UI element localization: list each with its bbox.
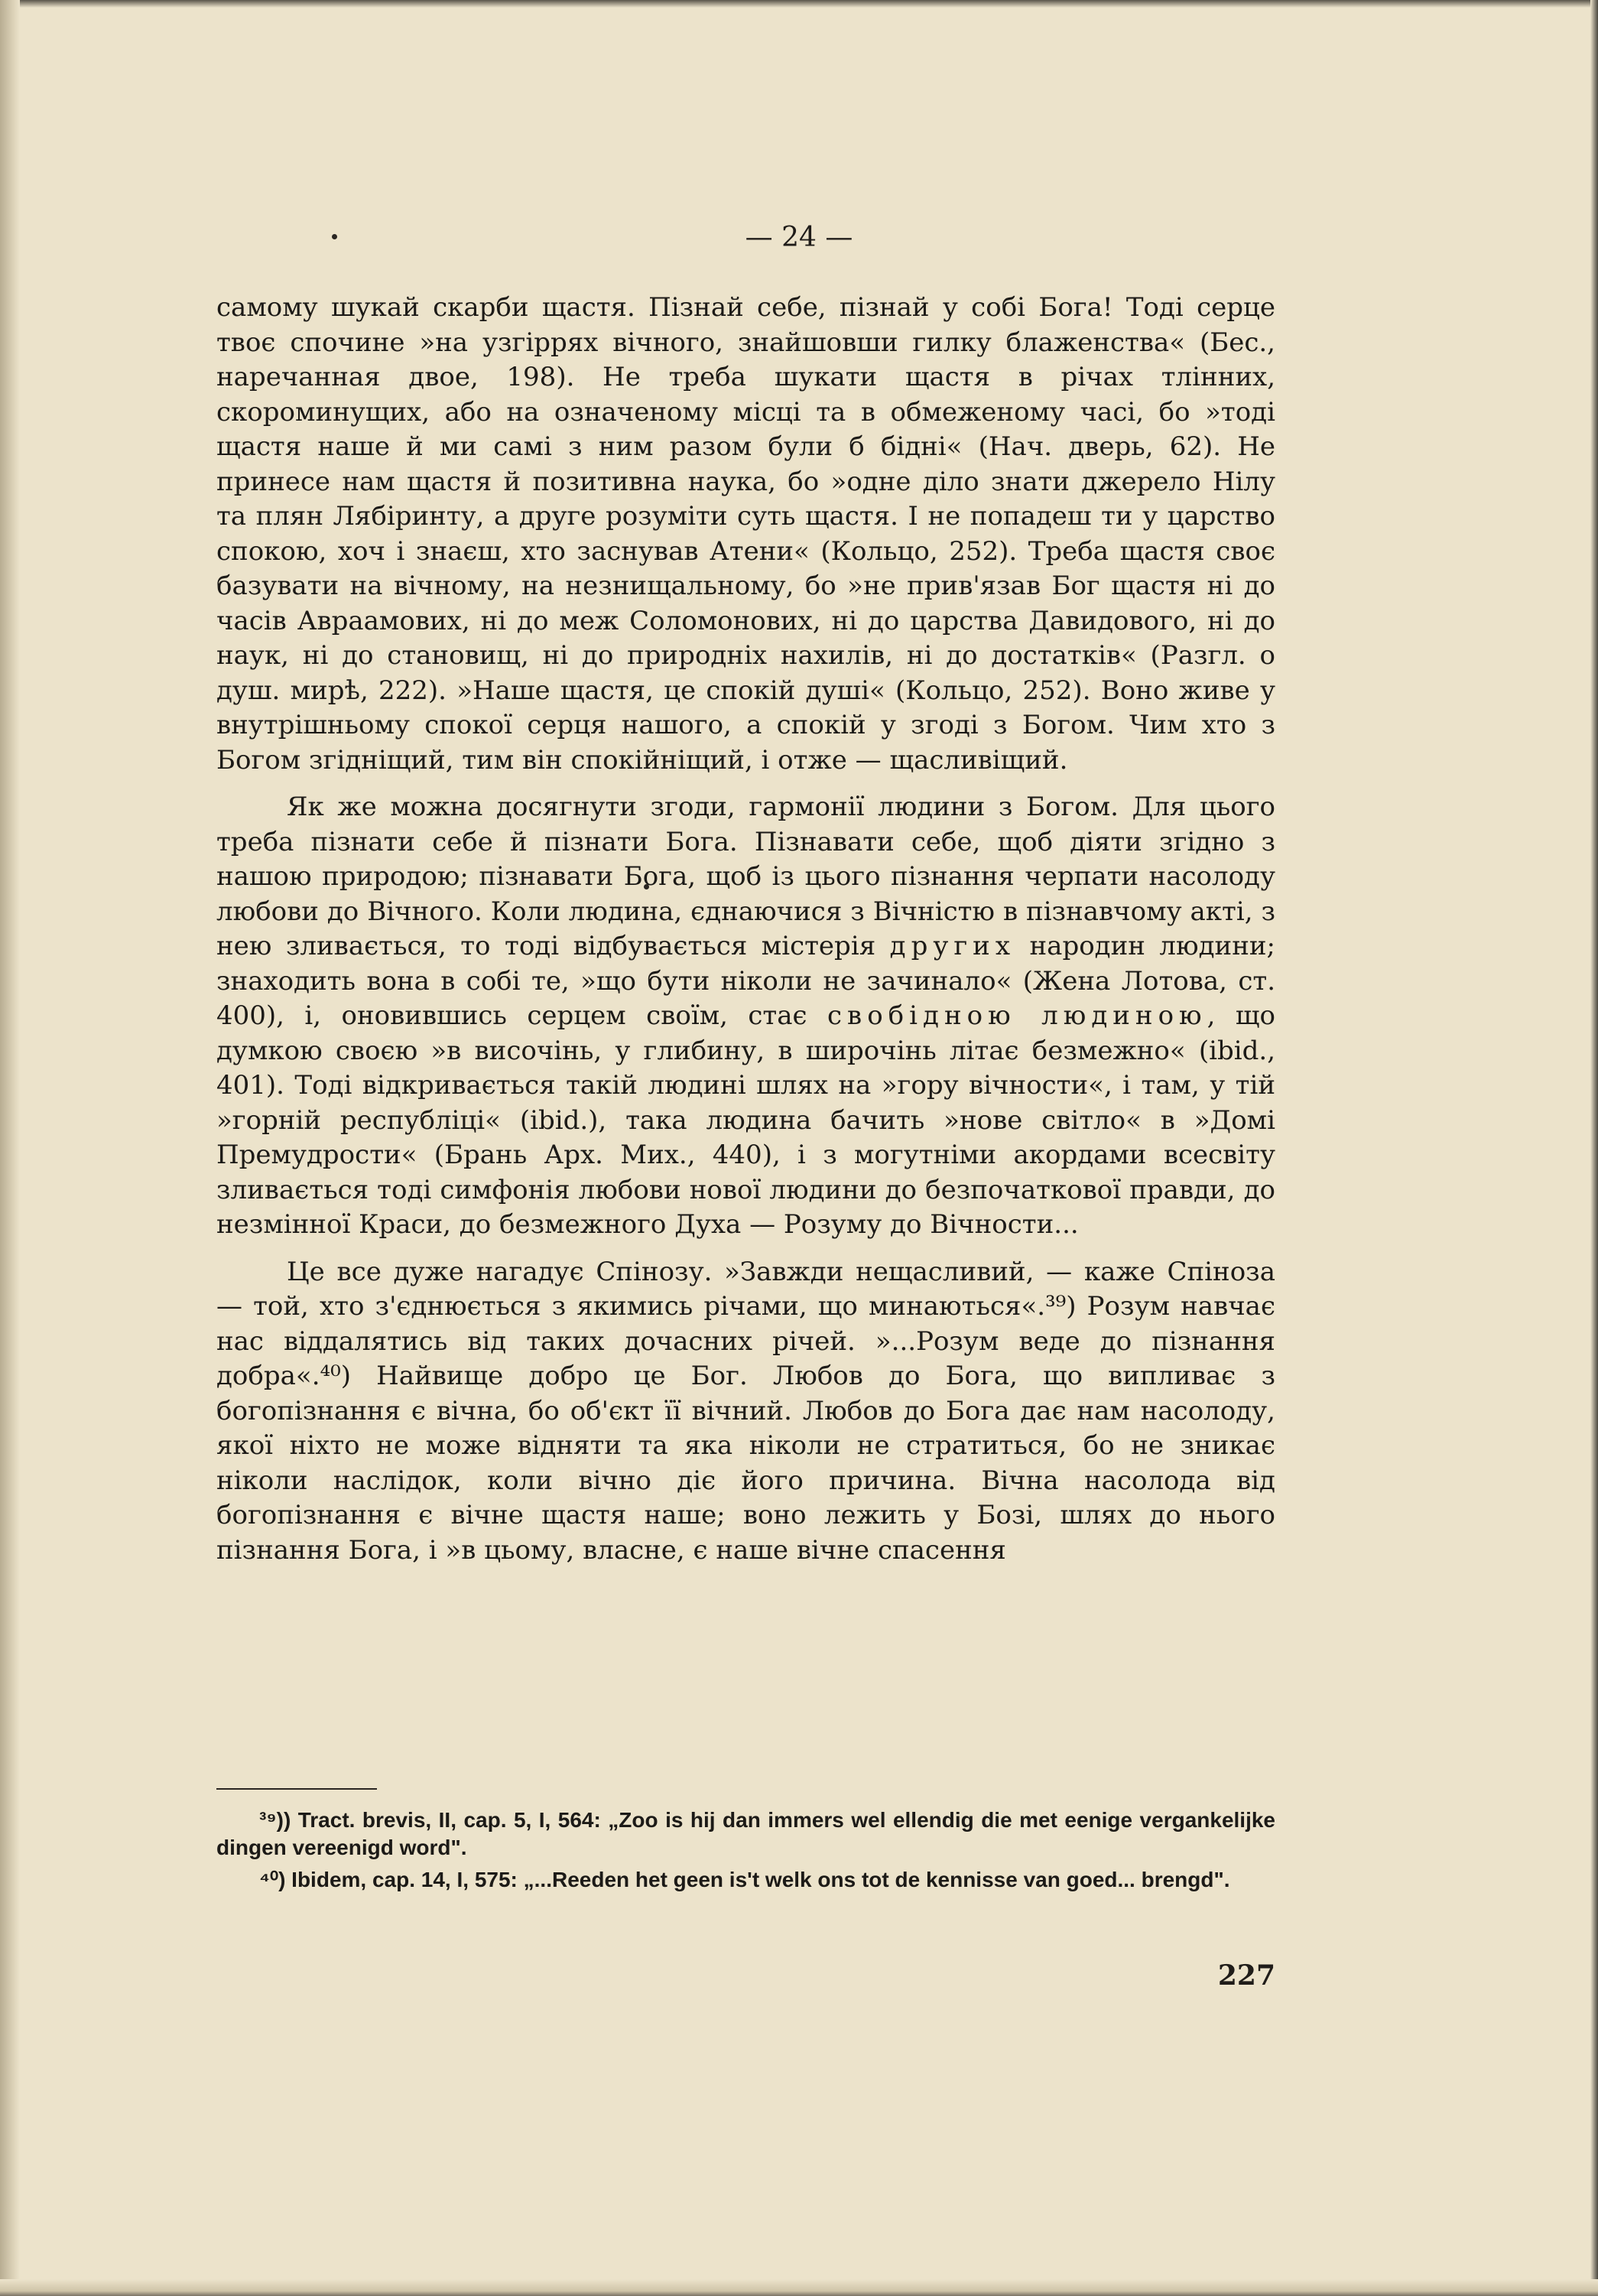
page-edge-bottom xyxy=(0,2279,1598,2296)
spaced-emphasis-free-man: свобідною людиною xyxy=(827,1000,1207,1031)
footnote-divider xyxy=(216,1788,377,1790)
footnote-40: ⁴⁰) Ibidem, cap. 14, I, 575: „...Reeden het geen is't welk ons tot de kennisse van goed... brengd". xyxy=(259,1868,1230,1891)
page-number: 227 xyxy=(1217,1959,1275,1992)
paragraph-1: самому шукай скарби щастя. Пізнай себе, пізнай у собі Бога! Тоді серце твоє спочине »на узгіррях вічного, знайшовши гилку блаженства« (Бес., наречанная двое, 198). Не треба шукати щастя в річах тлінних, скороминущих, або на означеному місці та в обмеженому часі, бо »тоді щастя наше й ми самі з ним разом були б бідні« (Нач. дверь, 62). Не принесе нам щастя й позитивна наука, бо »одне діло знати джерело Нілу та плян Лябіринту, а друге розуміти суть щастя. І не попадеш ти у царство спокою, хоч і знаєш, хто заснував Атени« (Кольцо, 252). Треба щастя своє базувати на вічному, на незнищальному, бо »не прив'язав Бог щастя ні до часів Авраамових, ні до меж Соломонових, ні до царства Давидового, ні до наук, ні до становищ, ні до природніх нахилів, ні до достатків« (Разгл. о душ. мирѣ, 222). »Наше щастя, це спокій душі« (Кольцо, 252). Воно живе у внутрішньому спокої серця нашого, а спокій у згоді з Богом. Чим хто з Богом згідніщий, тим він спокійніщий, і отже — щасливіщий. xyxy=(216,292,1275,776)
footnotes xyxy=(216,1807,1275,1898)
spaced-emphasis-others: других xyxy=(889,931,1016,961)
paragraph-2 xyxy=(216,790,1275,1243)
paragraph-3: Це все дуже нагадує Спінозу. »Завжди нещасливий, — каже Спіноза — той, хто з'єднюється з якимись річами, що минаються«.³⁹) Розум навчає нас віддалятись від таких дочасних річей. »...Розум веде до пізнання добра«.⁴⁰) Найвище добро це Бог. Любов до Бога, що випливає з богопізнання є вічна, бо об'єкт її вічний. Любов до Бога дає нам насолоду, якої ніхто не може відняти та яка ніколи не стратиться, бо не зникає ніколи наслідок, коли вічно діє його причина. Вічна насолода від богопізнання є вічне щастя наше; воно лежить у Бозі, шлях до нього пізнання Бога, і »в цьому, власне, є наше вічне спасення xyxy=(216,1256,1275,1566)
paragraph-2-part-c: , що думкою своєю »в височінь, у глибину, в широчінь літає безмежно« (ibid., 401). Тоді відкривається такій людині шлях на »гору вічности«, і там, у тій »горній республіці« (ibid.), така людина бачить »нове світло« в »Домі Премудрости« (Брань Арх. Мих., 440), і з могутніми акордами всесвіту зливається тоді симфонія любови нової людини до безпочаткової правди, до незмінної Краси, до безмежного Духа — Розуму до Вічности... xyxy=(216,1000,1275,1240)
page-edge-right xyxy=(1590,0,1598,2296)
footnote-39: ³⁹)) Tract. brevis, II, cap. 5, I, 564: „Zoo is hij dan immers wel ellendig die met eenige vergankelijke dingen vereenigd word". xyxy=(216,1808,1275,1859)
running-head: — 24 — xyxy=(745,222,853,253)
paragraph-2-part-a: Як же можна досягнути згоди, гармонії людини з Богом. Для цього треба пізнати себе й пізнати Бога. Пізнавати себе, щоб діяти згідно з нашою природою; пізнавати Бога, щоб із цього пізнання черпати насолоду любови до Вічного. Коли людина, єднаючися з Вічністю в пізнавчому акті, з нею зливається, то тоді відбувається містерія xyxy=(216,792,1275,961)
body-text xyxy=(216,291,1275,1580)
paragraph-2-part-b: народин людини; знаходить вона в собі те, »що бути ніколи не зачинало« (Жена Лотова, ст. 400), і, оновившись серцем своїм, стає xyxy=(216,931,1275,1031)
page-edge-left xyxy=(0,0,20,2296)
page-edge-top xyxy=(0,0,1598,8)
